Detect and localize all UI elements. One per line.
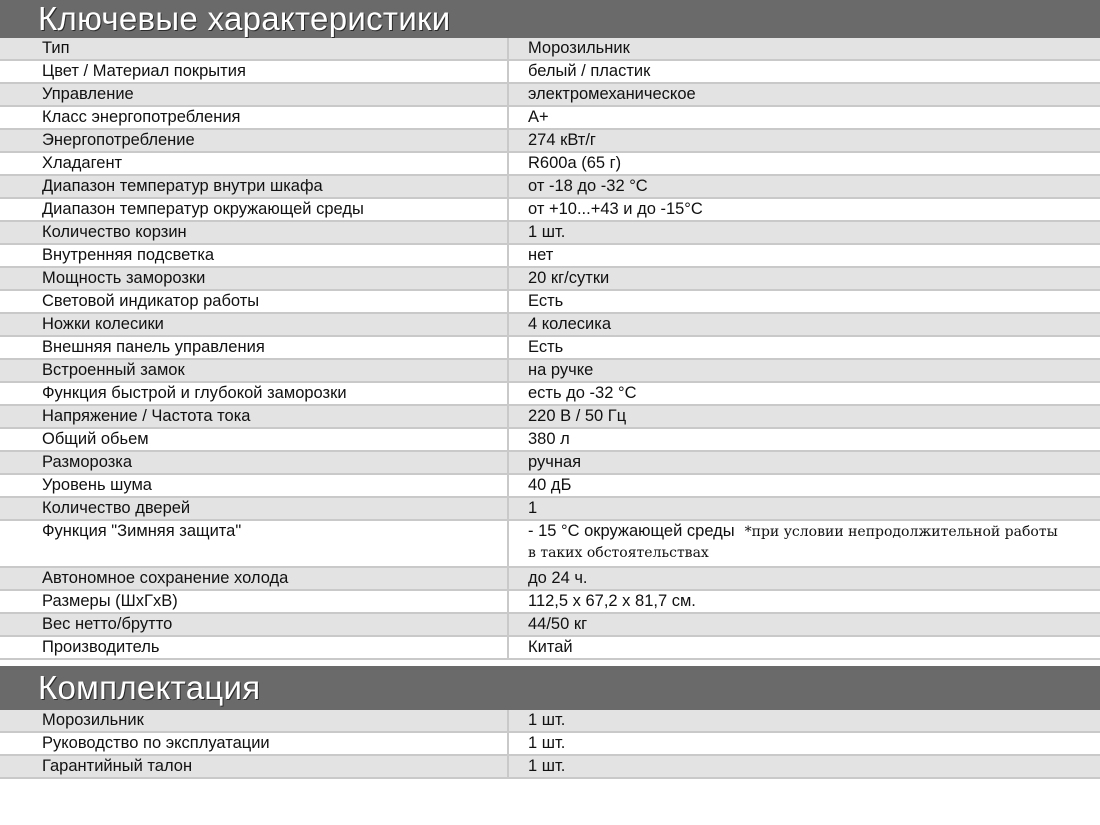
- row-label: Общий обьем: [42, 430, 149, 448]
- table-row: [0, 383, 1100, 406]
- row-value: [528, 176, 648, 197]
- row-value-text: от -18 до -32 °C: [528, 177, 648, 195]
- row-value-text: на ручке: [528, 361, 594, 379]
- row-value: [528, 268, 609, 289]
- row-label: Управление: [42, 85, 134, 103]
- package-table: [0, 710, 1100, 779]
- row-value-text: 44/50 кг: [528, 615, 588, 633]
- column-divider: [507, 314, 509, 335]
- row-label: Количество дверей: [42, 499, 191, 517]
- row-label: Встроенный замок: [42, 361, 185, 379]
- row-value: [528, 429, 570, 450]
- row-value: [528, 568, 588, 589]
- row-value-text: 274 кВт/г: [528, 131, 596, 149]
- row-label: Цвет / Материал покрытия: [42, 62, 246, 80]
- column-divider: [507, 452, 509, 473]
- row-value-text: Морозильник: [528, 39, 630, 57]
- row-label: Диапазон температур внутри шкафа: [42, 177, 323, 195]
- column-divider: [507, 406, 509, 427]
- table-row: [0, 475, 1100, 498]
- row-label: Гарантийный талон: [42, 757, 193, 775]
- row-label: Автономное сохранение холода: [42, 569, 289, 587]
- column-divider: [507, 429, 509, 450]
- column-divider: [507, 383, 509, 404]
- row-value: [528, 710, 565, 731]
- column-divider: [507, 733, 509, 754]
- row-value: [528, 383, 637, 404]
- row-value-text: 1 шт.: [528, 711, 566, 729]
- row-value-text: электромеханическое: [528, 85, 696, 103]
- column-divider: [507, 756, 509, 777]
- table-row: [0, 710, 1100, 733]
- row-label: Напряжение / Частота тока: [42, 407, 251, 425]
- table-row: [0, 291, 1100, 314]
- table-row: [0, 314, 1100, 337]
- row-value: [528, 591, 696, 612]
- row-value: [528, 314, 611, 335]
- table-row: [0, 245, 1100, 268]
- row-value: [528, 733, 565, 754]
- column-divider: [507, 337, 509, 358]
- row-value: [528, 360, 593, 381]
- row-value: [528, 222, 565, 243]
- row-value: [528, 107, 549, 128]
- row-label: Разморозка: [42, 453, 133, 471]
- row-label: Световой индикатор работы: [42, 292, 260, 310]
- row-label: Энергопотребление: [42, 131, 195, 149]
- row-value-text: 40 дБ: [528, 476, 572, 494]
- table-row: [0, 107, 1100, 130]
- column-divider: [507, 710, 509, 731]
- row-label: Производитель: [42, 638, 160, 656]
- table-row: [0, 61, 1100, 84]
- row-value-text: R600a (65 г): [528, 154, 622, 172]
- row-value: [528, 756, 565, 777]
- column-divider: [507, 637, 509, 658]
- row-value-text: 1 шт.: [528, 757, 566, 775]
- row-value-text: Есть: [528, 292, 564, 310]
- column-divider: [507, 475, 509, 496]
- row-value: [528, 637, 573, 658]
- row-label: Морозильник: [42, 711, 144, 729]
- row-value: [528, 291, 563, 312]
- row-value-text: белый / пластик: [528, 62, 651, 80]
- row-value: [528, 475, 571, 496]
- column-divider: [507, 199, 509, 220]
- row-value: [528, 199, 703, 220]
- section-title-package: Комплектация: [0, 666, 1100, 710]
- table-row: [0, 568, 1100, 591]
- column-divider: [507, 84, 509, 105]
- row-label: Руководство по эксплуатации: [42, 734, 270, 752]
- row-value: [528, 452, 581, 473]
- column-divider: [507, 153, 509, 174]
- column-divider: [507, 614, 509, 635]
- table-row: [0, 199, 1100, 222]
- row-value-text: A+: [528, 108, 549, 126]
- row-label: Хладагент: [42, 154, 123, 172]
- row-label: Вес нетто/брутто: [42, 615, 173, 633]
- row-value-text: 220 В / 50 Гц: [528, 407, 627, 425]
- table-row: [0, 429, 1100, 452]
- table-row: [0, 176, 1100, 199]
- column-divider: [507, 61, 509, 82]
- column-divider: [507, 245, 509, 266]
- column-divider: [507, 130, 509, 151]
- row-footnote: *при условии непродолжительной работы: [744, 524, 1058, 540]
- table-row: [0, 498, 1100, 521]
- row-value-text: 1: [528, 499, 538, 517]
- table-row: [0, 153, 1100, 176]
- row-value: [528, 337, 563, 358]
- table-row: [0, 222, 1100, 245]
- table-row: [0, 637, 1100, 660]
- row-label: Размеры (ШхГхВ): [42, 592, 178, 610]
- row-label: Уровень шума: [42, 476, 152, 494]
- row-value: [528, 153, 621, 174]
- column-divider: [507, 591, 509, 612]
- row-value-text: 380 л: [528, 430, 570, 448]
- row-label: Функция быстрой и глубокой заморозки: [42, 384, 347, 402]
- column-divider: [507, 521, 509, 566]
- row-value-text: Есть: [528, 338, 564, 356]
- column-divider: [507, 498, 509, 519]
- row-label: Мощность заморозки: [42, 269, 206, 287]
- row-value: [528, 61, 650, 82]
- row-value-text: ручная: [528, 453, 582, 471]
- table-row: [0, 452, 1100, 475]
- column-divider: [507, 176, 509, 197]
- row-value: [528, 84, 696, 105]
- row-value-text: Китай: [528, 638, 573, 656]
- row-label: Внешняя панель управления: [42, 338, 265, 356]
- table-row: [0, 84, 1100, 107]
- row-label: Тип: [42, 39, 70, 57]
- specs-table: [0, 38, 1100, 660]
- table-row: [0, 521, 1100, 568]
- row-value-text: 1 шт.: [528, 223, 566, 241]
- column-divider: [507, 360, 509, 381]
- column-divider: [507, 222, 509, 243]
- table-row: [0, 733, 1100, 756]
- row-value-text: 112,5 х 67,2 х 81,7 см.: [528, 592, 696, 610]
- row-value: [528, 614, 587, 635]
- row-value-text: 4 колесика: [528, 315, 612, 333]
- row-label: Функция "Зимняя защита": [42, 522, 242, 540]
- column-divider: [507, 291, 509, 312]
- row-label: Ножки колесики: [42, 315, 164, 333]
- row-value-text: 20 кг/сутки: [528, 269, 610, 287]
- table-row: [0, 756, 1100, 779]
- row-value: [528, 245, 553, 266]
- table-row: [0, 130, 1100, 153]
- table-row: [0, 38, 1100, 61]
- table-row: [0, 614, 1100, 637]
- table-row: [0, 337, 1100, 360]
- column-divider: [507, 568, 509, 589]
- table-row: [0, 360, 1100, 383]
- column-divider: [507, 38, 509, 59]
- row-value: [528, 498, 537, 519]
- row-label: Внутренняя подсветка: [42, 246, 215, 264]
- row-value-text: 1 шт.: [528, 734, 566, 752]
- row-value-text: от +10...+43 и до -15°C: [528, 200, 703, 218]
- table-row: [0, 268, 1100, 291]
- row-value-text: - 15 °C окружающей среды: [528, 522, 735, 540]
- row-value: [528, 521, 1058, 543]
- column-divider: [507, 268, 509, 289]
- table-row: [0, 406, 1100, 429]
- row-value: [528, 130, 596, 151]
- row-label: Диапазон температур окружающей среды: [42, 200, 364, 218]
- row-value-text: до 24 ч.: [528, 569, 588, 587]
- row-value: [528, 406, 626, 427]
- row-value: [528, 38, 630, 59]
- table-row: [0, 591, 1100, 614]
- row-value-text: есть до -32 °C: [528, 384, 637, 402]
- column-divider: [507, 107, 509, 128]
- row-footnote-continued: в таких обстоятельствах: [528, 545, 709, 561]
- row-value-text: нет: [528, 246, 554, 264]
- section-title-key-specs: Ключевые характеристики: [0, 0, 1100, 38]
- row-label: Класс энергопотребления: [42, 108, 241, 126]
- row-label: Количество корзин: [42, 223, 187, 241]
